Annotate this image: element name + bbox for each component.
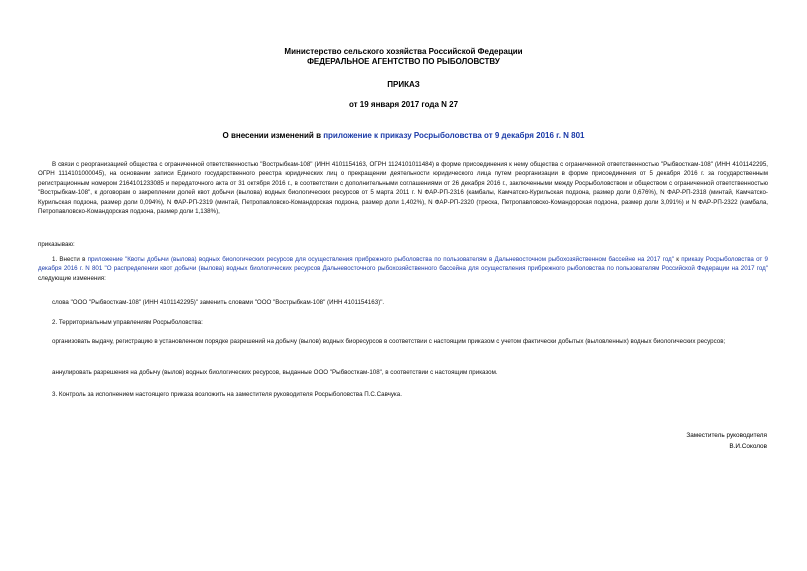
item-2-b-paragraph: аннулировать разрешения на добычу (вылов) водных биологических ресурсов, выданные ООО "Рыбвосткам-108", в соответствии с настоящим приказом. bbox=[52, 369, 498, 376]
doc-type: ПРИКАЗ bbox=[387, 80, 420, 89]
item-1-end: следующие изменения: bbox=[38, 274, 106, 282]
item-1-change: слова "ООО "Рыбвосткам-108" (ИНН 4101142295)" заменить словами "ООО "Вострыбкам-108" (ИНН 4101154163)". bbox=[52, 299, 385, 306]
signer-position: Заместитель руководителя bbox=[686, 432, 767, 439]
item-2-a-paragraph: организовать выдачу, регистрацию в установленном порядке разрешений на добычу (вылов) водных биоресурсов в соответствии с настоящим приказом с учетом фактически добытых (выловленных) водных биологических ресурсов; bbox=[52, 338, 726, 345]
item-2-paragraph: 2. Территориальным управлениям Росрыболовства: bbox=[52, 319, 203, 326]
item-1-mid: к bbox=[673, 256, 682, 263]
order-801-link[interactable]: приказу Росрыболовства от 9 декабря 2016 г. N 801 "О распределении квот добычи (вылова) водных биологических ресурсов Дальневосточного рыбохозяйственного бассейна для осуществления прибрежного рыболовства по пользователям Российской Федерации на 2017 год" bbox=[38, 256, 768, 273]
ministry-name: Министерство сельского хозяйства Российской Федерации bbox=[284, 47, 523, 56]
signer-name: В.И.Соколов bbox=[729, 443, 767, 450]
item-1-paragraph bbox=[38, 255, 768, 283]
order-word: приказываю: bbox=[38, 241, 75, 248]
title-link[interactable]: приложение к приказу Росрыболовства от 9 декабря 2016 г. N 801 bbox=[323, 131, 585, 140]
doc-title bbox=[0, 131, 807, 141]
title-prefix: О внесении изменений в bbox=[222, 131, 324, 140]
doc-date-number: от 19 января 2017 года N 27 bbox=[348, 100, 459, 109]
preamble-paragraph: В связи с реорганизацией общества с ограниченной ответственностью "Вострыбкам-108" (ИНН 4101154163, ОГРН 1124101011484) в форме присоединения к нему общества с ограниченной ответственностью "Рыбвосткам-108" (ИНН 4101142295, ОГРН 1114101000045), на основании записи Единого государственного реестра юридических лиц о прекращении деятельности юридического лица путем реорганизации в форме присоединения от 5 декабря 2016 г. за государственным регистрационным номером 2164101233085 и передаточного акта от 31 октября 2016 г., в соответствии с дополнительными соглашениями от 26 декабря 2016 г., заключенными между Росрыболовством и обществом с ограниченной ответственностью "Вострыбкам-108", к договорам о закреплении долей квот добычи (вылова) водных биологических ресурсов от 5 марта 2011 г. N ФАР-РП-2316 (камбалы, Камчатско-Курильская подзона, размер доли 0,676%), N ФАР-РП-2318 (минтай, Камчатско-Курильская подзона, размер доли 0,094%), N ФАР-РП-2319 (минтай, Петропавловско-Командорская подзона, размер доли 1,402%), N ФАР-РП-2320 (треска, Петропавловско-Командорская подзона, размер доли 3,091%) и N ФАР-РП-2322 (камбала, Петропавловско-Командорская подзона, размер доли 1,138%), bbox=[38, 161, 768, 216]
item-1-start: 1. Внести в bbox=[52, 256, 88, 263]
signature-block bbox=[686, 430, 767, 452]
appendix-link[interactable]: приложение "Квоты добычи (вылова) водных биологических ресурсов для осуществления прибрежного рыболовства по пользователям в Дальневосточном рыбохозяйственном бассейне на 2017 год" bbox=[87, 256, 674, 263]
agency-name: ФЕДЕРАЛЬНОЕ АГЕНТСТВО ПО РЫБОЛОВСТВУ bbox=[307, 57, 500, 66]
item-3-paragraph: 3. Контроль за исполнением настоящего приказа возложить на заместителя руководителя Росрыболовства П.С.Савчука. bbox=[52, 391, 402, 398]
